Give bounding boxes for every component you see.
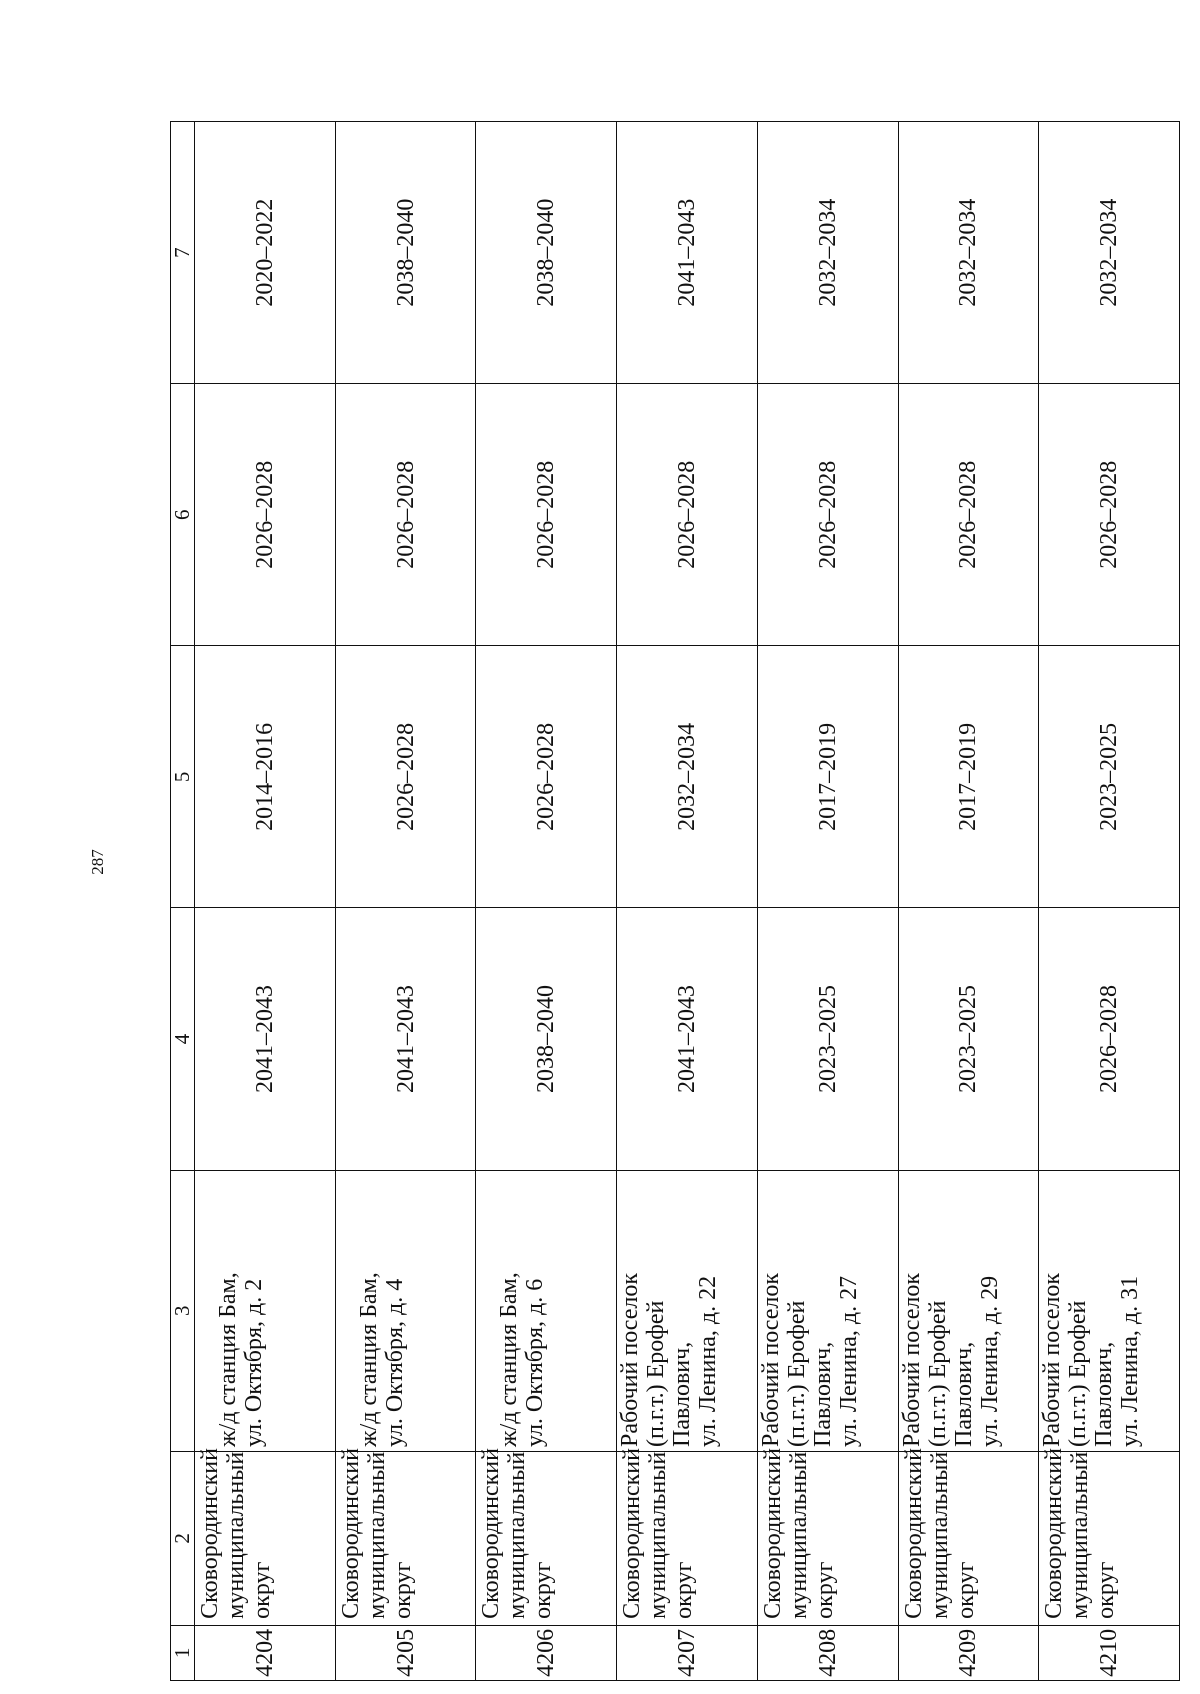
cell-district xyxy=(195,1448,336,1626)
cell-col-7: 2020–2022 xyxy=(195,122,336,384)
address-block xyxy=(336,1171,408,1447)
cell-col-4: 2041–2043 xyxy=(335,908,476,1170)
cell-col-6: 2026–2028 xyxy=(335,384,476,646)
address-line: ж/д станция Бам, xyxy=(215,1272,241,1447)
address-line: (п.г.т.) Ерофей xyxy=(924,1300,951,1447)
cell-id: 4208 xyxy=(757,1625,898,1680)
cell-address xyxy=(335,1170,476,1451)
address-line: ул. Ленина, д. 22 xyxy=(695,1275,722,1447)
cell-col-6: 2026–2028 xyxy=(195,384,336,646)
header-col-5: 5 xyxy=(171,646,195,908)
cell-col-6: 2026–2028 xyxy=(1039,384,1180,646)
district-line: Сковородинский xyxy=(900,1448,927,1619)
table-row xyxy=(617,122,758,1681)
address-block xyxy=(758,1171,862,1447)
address-line: Рабочий поселок xyxy=(617,1272,644,1447)
address-line: ул. Ленина, д. 29 xyxy=(976,1275,1003,1447)
address-line: (п.г.т.) Ерофей xyxy=(783,1300,810,1447)
cell-col-4: 2023–2025 xyxy=(898,908,1039,1170)
cell-address xyxy=(1039,1170,1180,1451)
address-block xyxy=(617,1171,721,1447)
cell-col-5: 2026–2028 xyxy=(476,646,617,908)
district-line: Сковородинский xyxy=(197,1448,223,1619)
cell-district xyxy=(335,1448,476,1626)
cell-col-4: 2023–2025 xyxy=(757,908,898,1170)
address-line: (п.г.т.) Ерофей xyxy=(1065,1300,1092,1447)
header-row xyxy=(171,122,195,1681)
cell-id: 4204 xyxy=(195,1625,336,1680)
address-block xyxy=(899,1171,1003,1447)
table-row xyxy=(1039,122,1180,1681)
district-line: муниципальный xyxy=(504,1451,531,1619)
table-row xyxy=(898,122,1039,1681)
district-line: округ xyxy=(530,1561,557,1619)
header-col-4: 4 xyxy=(171,908,195,1170)
district-line: округ xyxy=(389,1561,416,1619)
cell-address xyxy=(617,1170,758,1451)
address-line: ул. Ленина, д. 27 xyxy=(835,1275,862,1447)
header-col-1: 1 xyxy=(171,1625,195,1680)
district-line: Сковородинский xyxy=(337,1448,364,1619)
address-line: Павлович, xyxy=(950,1341,977,1447)
address-line: Павлович, xyxy=(669,1341,696,1447)
cell-col-7: 2038–2040 xyxy=(476,122,617,384)
address-line: ул. Октября, д. 6 xyxy=(522,1278,549,1447)
cell-col-4: 2038–2040 xyxy=(476,908,617,1170)
cell-col-7: 2038–2040 xyxy=(335,122,476,384)
rotated-table-container xyxy=(170,121,1180,1681)
cell-address xyxy=(898,1170,1039,1451)
cell-district xyxy=(757,1448,898,1626)
district-line: Сковородинский xyxy=(478,1448,505,1619)
district-line: округ xyxy=(811,1561,838,1619)
address-line: ж/д станция Бам, xyxy=(496,1272,523,1447)
cell-col-5: 2026–2028 xyxy=(335,646,476,908)
address-line: ул. Ленина, д. 31 xyxy=(1117,1275,1144,1447)
table-row xyxy=(757,122,898,1681)
cell-id: 4205 xyxy=(335,1625,476,1680)
cell-district xyxy=(1039,1448,1180,1626)
district-line: округ xyxy=(671,1561,698,1619)
address-line: Рабочий поселок xyxy=(1039,1272,1066,1447)
district-line: муниципальный xyxy=(926,1451,953,1619)
header-col-6: 6 xyxy=(171,384,195,646)
district-line: округ xyxy=(952,1561,979,1619)
address-line: ж/д станция Бам, xyxy=(355,1272,382,1447)
cell-col-4: 2041–2043 xyxy=(617,908,758,1170)
cell-col-6: 2026–2028 xyxy=(617,384,758,646)
address-line: ул. Октября, д. 4 xyxy=(381,1278,408,1447)
cell-col-4: 2041–2043 xyxy=(195,908,336,1170)
district-line: округ xyxy=(1093,1561,1120,1619)
cell-district xyxy=(898,1448,1039,1626)
cell-id: 4207 xyxy=(617,1625,758,1680)
district-line: муниципальный xyxy=(223,1451,249,1619)
district-line: муниципальный xyxy=(785,1451,812,1619)
address-line: ул. Октября, д. 2 xyxy=(241,1278,267,1447)
cell-address xyxy=(195,1170,336,1451)
cell-col-5: 2032–2034 xyxy=(617,646,758,908)
header-col-7: 7 xyxy=(171,122,195,384)
cell-col-7: 2041–2043 xyxy=(617,122,758,384)
cell-col-6: 2026–2028 xyxy=(898,384,1039,646)
address-block xyxy=(1039,1171,1143,1447)
cell-col-5: 2017–2019 xyxy=(898,646,1039,908)
district-line: муниципальный xyxy=(1067,1451,1094,1619)
cell-district xyxy=(476,1448,617,1626)
cell-col-7: 2032–2034 xyxy=(898,122,1039,384)
cell-col-7: 2032–2034 xyxy=(1039,122,1180,384)
page-number-text: 287 xyxy=(88,849,107,875)
address-block xyxy=(195,1171,267,1447)
district-line: Сковородинский xyxy=(1041,1448,1068,1619)
cell-col-5: 2014–2016 xyxy=(195,646,336,908)
cell-district xyxy=(617,1448,758,1626)
district-line: Сковородинский xyxy=(619,1448,646,1619)
cell-col-7: 2032–2034 xyxy=(757,122,898,384)
district-line: муниципальный xyxy=(363,1451,390,1619)
cell-col-5: 2023–2025 xyxy=(1039,646,1180,908)
header-col-3: 3 xyxy=(171,1170,195,1451)
address-line: Рабочий поселок xyxy=(898,1272,925,1447)
cell-address xyxy=(757,1170,898,1451)
table-row xyxy=(476,122,617,1681)
district-line: Сковородинский xyxy=(759,1448,786,1619)
table-row xyxy=(195,122,336,1681)
table-row xyxy=(335,122,476,1681)
district-line: муниципальный xyxy=(645,1451,672,1619)
cell-col-4: 2026–2028 xyxy=(1039,908,1180,1170)
address-line: Рабочий поселок xyxy=(757,1272,784,1447)
cell-id: 4209 xyxy=(898,1625,1039,1680)
address-line: (п.г.т.) Ерофей xyxy=(643,1300,670,1447)
cell-id: 4210 xyxy=(1039,1625,1180,1680)
cell-id: 4206 xyxy=(476,1625,617,1680)
cell-address xyxy=(476,1170,617,1451)
address-line: Павлович, xyxy=(809,1341,836,1447)
district-line: округ xyxy=(249,1561,275,1619)
cell-col-6: 2026–2028 xyxy=(757,384,898,646)
address-line: Павлович, xyxy=(1091,1341,1118,1447)
address-block xyxy=(476,1171,548,1447)
cell-col-5: 2017–2019 xyxy=(757,646,898,908)
data-table xyxy=(170,121,1180,1681)
header-col-2: 2 xyxy=(171,1452,195,1626)
cell-col-6: 2026–2028 xyxy=(476,384,617,646)
